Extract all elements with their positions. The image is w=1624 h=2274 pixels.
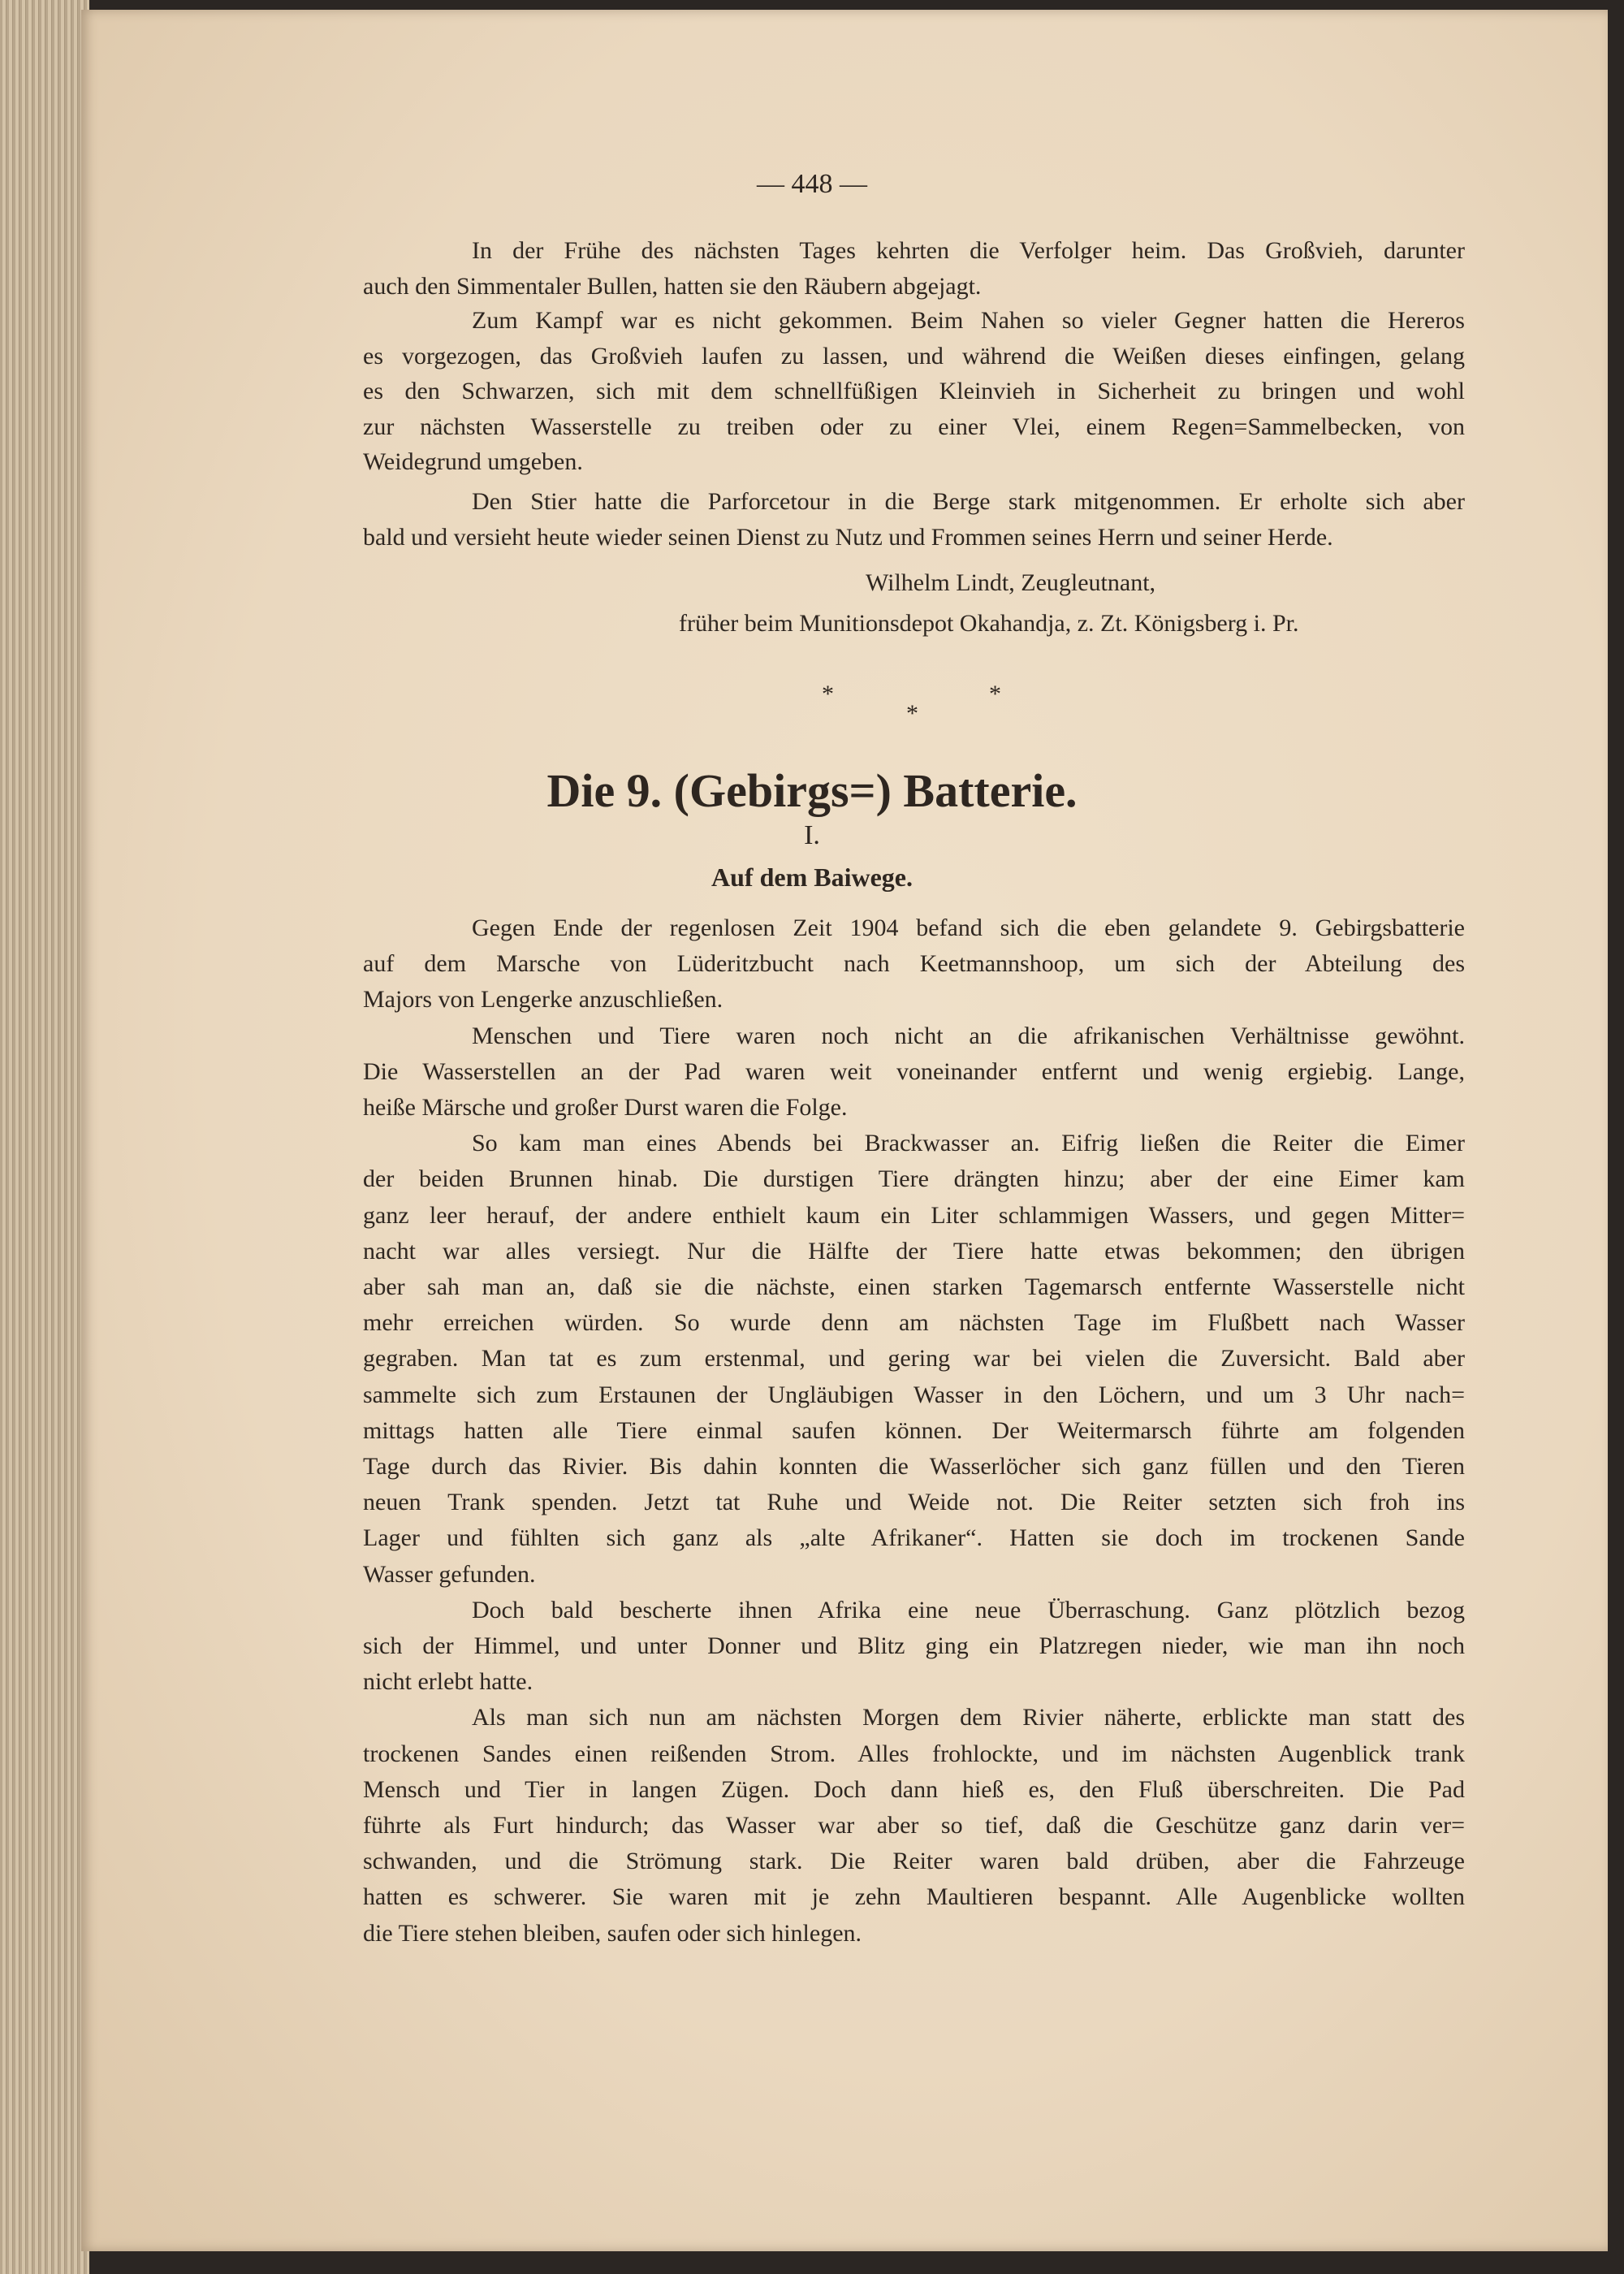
text-line: Die Wasserstellen an der Pad waren weit voneinander entfernt und wenig ergiebig. Lange, [363, 1057, 1465, 1085]
text-line: sammelte sich zum Erstaunen der Ungläubigen Wasser in den Löchern, und um 3 Uhr nach= [363, 1381, 1465, 1408]
text-line: schwanden, und die Strömung stark. Die Reiter waren bald drüben, aber die Fahrzeuge [363, 1848, 1465, 1875]
text-line: mittags hatten alle Tiere einmal saufen können. Der Weitermarsch führte am folgenden [363, 1416, 1465, 1444]
text-line: zur nächsten Wasserstelle zu treiben oder zu einer Vlei, einem Regen=Sammelbecken, von [363, 413, 1465, 440]
separator-asterisk: * [822, 681, 834, 707]
signature-affiliation: früher beim Munitionsdepot Okahandja, z. Zt. Königsberg i. Pr. [679, 610, 1299, 637]
text-line: Menschen und Tiere waren noch nicht an die afrikanischen Verhältnisse gewöhnt. [472, 1022, 1465, 1049]
text-line: der beiden Brunnen hinab. Die durstigen Tiere drängten hinzu; aber der eine Eimer kam [363, 1165, 1465, 1193]
section-part-number: I. [804, 820, 820, 850]
text-line: auch den Simmentaler Bullen, hatten sie den Räubern abgejagt. [363, 272, 982, 300]
text-line: es den Schwarzen, sich mit dem schnellfüßigen Kleinvieh in Sicherheit zu bringen und wohl [363, 378, 1465, 405]
text-line: Wasser gefunden. [363, 1560, 536, 1588]
text-line: Weidegrund umgeben. [363, 448, 583, 476]
text-line: aber sah man an, daß sie die nächste, einen starken Tagemarsch entfernte Wasserstelle nicht [363, 1273, 1465, 1300]
text-line: So kam man eines Abends bei Brackwasser an. Eifrig ließen die Reiter die Eimer [472, 1130, 1465, 1157]
page-stack-edge [0, 0, 89, 2274]
section-title: Die 9. (Gebirgs=) Batterie. [546, 764, 1078, 817]
text-line: Gegen Ende der regenlosen Zeit 1904 befand sich die eben gelandete 9. Gebirgsbatterie [472, 914, 1465, 941]
text-line: Tage durch das Rivier. Bis dahin konnten die Wasserlöcher sich ganz füllen und den Tieren [363, 1453, 1465, 1480]
signature-name: Wilhelm Lindt, Zeugleutnant, [866, 569, 1156, 596]
text-line: neuen Trank spenden. Jetzt tat Ruhe und Weide not. Die Reiter setzten sich froh ins [363, 1489, 1465, 1516]
text-line: auf dem Marsche von Lüderitzbucht nach Keetmannshoop, um sich der Abteilung des [363, 950, 1465, 978]
separator-asterisk: * [989, 681, 1001, 707]
text-line: trockenen Sandes einen reißenden Strom. Alles frohlockte, und im nächsten Augenblick trank [363, 1740, 1465, 1767]
section-subtitle: Auf dem Baiwege. [711, 862, 913, 892]
text-line: nicht erlebt hatte. [363, 1668, 533, 1696]
text-line: hatten es schwerer. Sie waren mit je zehn Maultieren bespannt. Alle Augenblicke wollten [363, 1883, 1465, 1911]
text-line: Zum Kampf war es nicht gekommen. Beim Nahen so vieler Gegner hatten die Hereros [472, 307, 1465, 334]
text-line: gegraben. Man tat es zum erstenmal, und gering war bei vielen die Zuversicht. Bald aber [363, 1345, 1465, 1373]
text-line: Doch bald bescherte ihnen Afrika eine neue Überraschung. Ganz plötzlich bezog [472, 1596, 1465, 1623]
text-line: Als man sich nun am nächsten Morgen dem Rivier näherte, erblickte man statt des [472, 1704, 1465, 1731]
text-line: Lager und fühlten sich ganz als „alte Afrikaner“. Hatten sie doch im trockenen Sande [363, 1524, 1465, 1552]
separator-asterisk: * [906, 700, 918, 727]
text-line: nacht war alles versiegt. Nur die Hälfte der Tiere hatte etwas bekommen; den übrigen [363, 1237, 1465, 1265]
text-line: die Tiere stehen bleiben, saufen oder sich hinlegen. [363, 1919, 862, 1947]
text-line: heiße Märsche und großer Durst waren die Folge. [363, 1094, 848, 1121]
text-line: In der Frühe des nächsten Tages kehrten die Verfolger heim. Das Großvieh, darunter [472, 237, 1465, 264]
text-line: führte als Furt hindurch; das Wasser war aber so tief, daß die Geschütze ganz darin ver= [363, 1812, 1465, 1839]
text-line: ganz leer herauf, der andere enthielt kaum ein Liter schlammigen Wassers, und gegen Mitter= [363, 1201, 1465, 1229]
text-line: Den Stier hatte die Parforcetour in die Berge stark mitgenommen. Er erholte sich aber [472, 488, 1465, 515]
text-line: Majors von Lengerke anzuschließen. [363, 986, 723, 1014]
page-number: — 448 — [757, 169, 867, 199]
text-line: mehr erreichen würden. So wurde denn am nächsten Tage im Flußbett nach Wasser [363, 1309, 1465, 1337]
text-line: Mensch und Tier in langen Zügen. Doch dann hieß es, den Fluß überschreiten. Die Pad [363, 1775, 1465, 1803]
text-line: bald und versieht heute wieder seinen Dienst zu Nutz und Frommen seines Herrn und seiner Herde. [363, 523, 1333, 551]
text-line: es vorgezogen, das Großvieh laufen zu lassen, und während die Weißen dieses einfingen, gelang [363, 342, 1465, 370]
text-line: sich der Himmel, und unter Donner und Blitz ging ein Platzregen nieder, wie man ihn noch [363, 1632, 1465, 1659]
